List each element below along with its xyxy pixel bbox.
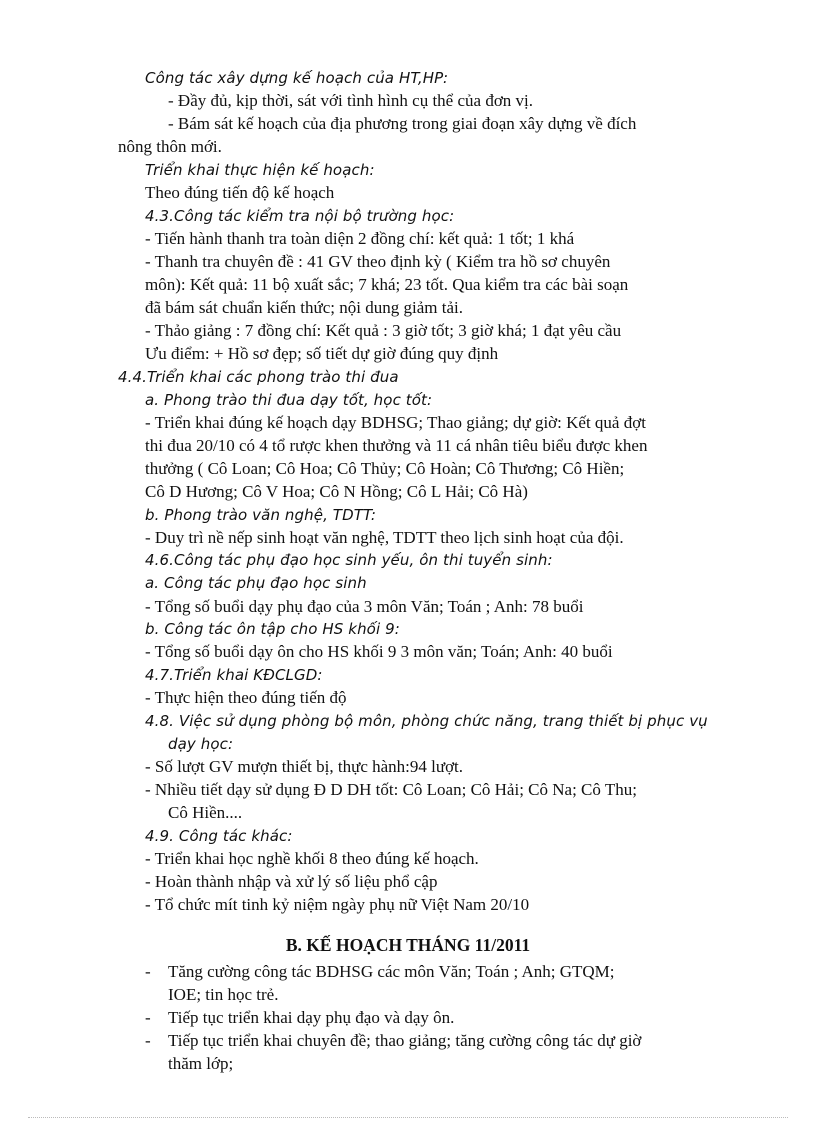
heading-4-8-cont: dạy học: — [168, 735, 234, 753]
heading-b-arts: b. Phong trào văn nghệ, TDTT: — [145, 506, 377, 524]
heading-4-6: 4.6.Công tác phụ đạo học sinh yếu, ôn thi tuyển sinh: — [145, 551, 553, 569]
text-line: Ưu điểm: + Hồ sơ đẹp; số tiết dự giờ đúng quy định — [145, 344, 499, 363]
plan-item: Tăng cường công tác BDHSG các môn Văn; Toán ; Anh; GTQM; — [168, 962, 615, 981]
heading-4-4: 4.4.Triển khai các phong trào thi đua — [118, 368, 399, 386]
text-line: - Thực hiện theo đúng tiến độ — [145, 688, 347, 707]
plan-item: Tiếp tục triển khai dạy phụ đạo và dạy ôn. — [168, 1008, 455, 1027]
text-line: nông thôn mới. — [118, 137, 222, 156]
text-line: - Tổng số buổi dạy phụ đạo của 3 môn Văn; Toán ; Anh: 78 buổi — [145, 597, 584, 616]
text-line: - Số lượt GV mượn thiết bị, thực hành:94 lượt. — [145, 757, 464, 776]
heading-4-8: 4.8. Việc sử dụng phòng bộ môn, phòng chức năng, trang thiết bị phục vụ — [145, 712, 708, 730]
heading-4-3: 4.3.Công tác kiểm tra nội bộ trường học: — [145, 207, 455, 225]
plan-item: Tiếp tục triển khai chuyên đề; thao giảng; tăng cường công tác dự giờ — [168, 1031, 642, 1050]
text-line: đã bám sát chuẩn kiến thức; nội dung giảm tải. — [145, 298, 463, 317]
text-line: thưởng ( Cô Loan; Cô Hoa; Cô Thủy; Cô Hoàn; Cô Thương; Cô Hiền; — [145, 459, 625, 478]
text-line: Cô D Hương; Cô V Hoa; Cô N Hồng; Cô L Hải; Cô Hà) — [145, 482, 528, 501]
text-line: - Nhiều tiết dạy sử dụng Đ D DH tốt: Cô Loan; Cô Hải; Cô Na; Cô Thu; — [145, 780, 637, 799]
bullet-dash: - — [145, 1008, 151, 1027]
heading-b-review: b. Công tác ôn tập cho HS khối 9: — [145, 620, 400, 638]
text-line: - Thanh tra chuyên đề : 41 GV theo định kỳ ( Kiểm tra hồ sơ chuyên — [145, 252, 611, 271]
bullet-dash: - — [145, 962, 151, 981]
text-line: - Thảo giảng : 7 đồng chí: Kết quả : 3 giờ tốt; 3 giờ khá; 1 đạt yêu cầu — [145, 321, 622, 340]
text-line: - Tiến hành thanh tra toàn diện 2 đồng chí: kết quả: 1 tốt; 1 khá — [145, 229, 575, 248]
text-line: môn): Kết quả: 11 bộ xuất sắc; 7 khá; 23 tốt. Qua kiểm tra các bài soạn — [145, 275, 629, 294]
heading-4-7: 4.7.Triển khai KĐCLGD: — [145, 666, 323, 684]
section-b-title: B. KẾ HOẠCH THÁNG 11/2011 — [285, 935, 531, 955]
heading-4-9: 4.9. Công tác khác: — [145, 827, 293, 845]
text-line: - Đầy đủ, kịp thời, sát với tình hình cụ thể của đơn vị. — [168, 91, 534, 110]
heading-a-tutoring: a. Công tác phụ đạo học sinh — [145, 574, 367, 592]
plan-item-cont: IOE; tin học trẻ. — [168, 985, 279, 1004]
text-line: - Hoàn thành nhập và xử lý số liệu phổ cập — [145, 872, 438, 891]
text-line: Cô Hiền.... — [168, 803, 243, 822]
text-line: - Tổ chức mít tinh kỷ niệm ngày phụ nữ Việt Nam 20/10 — [145, 895, 530, 914]
text-line: Theo đúng tiến độ kế hoạch — [145, 183, 335, 202]
heading-a-teaching: a. Phong trào thi đua dạy tốt, học tốt: — [145, 391, 433, 409]
plan-item-cont: thăm lớp; — [168, 1054, 234, 1073]
heading-implementation: Triển khai thực hiện kế hoạch: — [145, 161, 375, 179]
heading-plan-building: Công tác xây dựng kế hoạch của HT,HP: — [145, 69, 449, 87]
bullet-dash: - — [145, 1031, 151, 1050]
text-line: - Triển khai học nghề khối 8 theo đúng kế hoạch. — [145, 849, 479, 868]
text-line: - Triển khai đúng kế hoạch dạy BDHSG; Thao giảng; dự giờ: Kết quả đợt — [145, 413, 646, 432]
text-line: thi đua 20/10 có 4 tổ rược khen thưởng và 11 cá nhân tiêu biểu được khen — [145, 436, 648, 455]
text-line: - Duy trì nề nếp sinh hoạt văn nghệ, TDTT theo lịch sinh hoạt của đội. — [145, 528, 624, 547]
text-line: - Tổng số buổi dạy ôn cho HS khối 9 3 môn văn; Toán; Anh: 40 buổi — [145, 642, 613, 661]
page-bottom-rule — [28, 1117, 788, 1118]
text-line: - Bám sát kế hoạch của địa phương trong giai đoạn xây dựng về đích — [168, 114, 637, 133]
